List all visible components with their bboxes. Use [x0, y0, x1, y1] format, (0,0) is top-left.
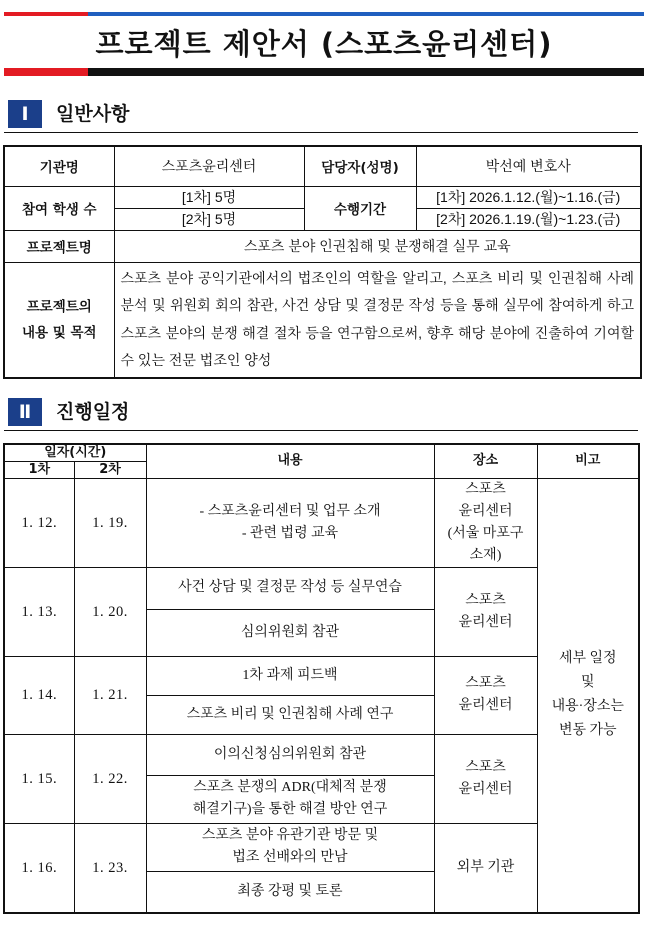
date-second: 1. 20. [74, 567, 146, 656]
activity-line: 스포츠 분야 유관기관 방문 및 [201, 828, 379, 843]
general-info-table [3, 145, 642, 379]
purpose-value: 스포츠 분야 공익기관에서의 법조인의 역할을 알리고, 스포츠 비리 및 인권침해 사례 분석 및 위원회 회의 참관, 사건 상담 및 결정문 작성 등을 통해 실무에 참여하게 하고 스포츠 분야의 분쟁 해결 절차 등을 연구함으로써, 향후 해당 분야에 진출하여 기여할 수 있는 전문 법조인 양성 [114, 262, 641, 378]
section-heading-general [4, 100, 638, 133]
note-line: 세부 일정 [558, 651, 617, 667]
place-line: 윤리센터 [458, 698, 513, 713]
header-place: 장소 [434, 444, 537, 478]
header-note: 비고 [537, 444, 639, 478]
students-second: [2차] 5명 [114, 208, 304, 230]
project-label: 프로젝트명 [4, 230, 114, 262]
note [537, 478, 639, 913]
header-second: 2차 [74, 461, 146, 478]
students-label: 참여 학생 수 [4, 186, 114, 230]
activity: 사건 상담 및 결정문 작성 등 실무연습 [146, 567, 434, 609]
purpose-label-line: 프로젝트의 [26, 298, 92, 315]
place-line: 윤리센터 [458, 614, 513, 630]
place-line: 스포츠 [465, 481, 506, 497]
period-label: 수행기간 [304, 186, 416, 230]
section-number: Ⅱ [8, 398, 42, 426]
date-second: 1. 23. [74, 823, 146, 913]
place [434, 734, 537, 823]
header-bottom-bar-black [88, 68, 644, 76]
header-date: 일자(시간) [4, 444, 146, 461]
date-first: 1. 14. [4, 656, 74, 734]
header-top-bar-blue [88, 12, 644, 16]
activity [146, 478, 434, 567]
date-first: 1. 16. [4, 823, 74, 913]
note-line: 변동 가능 [558, 723, 617, 739]
activity-line: 스포츠 분쟁의 ADR(대체적 분쟁 [193, 780, 387, 795]
activity: 최종 강평 및 토론 [146, 871, 434, 913]
activity [146, 775, 434, 823]
place-line: 윤리센터 [458, 781, 513, 797]
org-value: 스포츠윤리센터 [114, 146, 304, 186]
date-second: 1. 19. [74, 478, 146, 567]
project-value: 스포츠 분야 인권침해 및 분쟁해결 실무 교육 [114, 230, 641, 262]
place-line: 소재) [469, 547, 502, 563]
activity: 이의신청심의위원회 참관 [146, 734, 434, 775]
date-first: 1. 13. [4, 567, 74, 656]
activity-line: - 스포츠윤리센터 및 업무 소개 [199, 503, 381, 519]
header-bottom-bar [4, 68, 644, 76]
header-bottom-bar-red [4, 68, 88, 76]
section-number: Ⅰ [8, 100, 42, 128]
section-heading-schedule [4, 398, 638, 431]
header-first: 1차 [4, 461, 74, 478]
activity: 심의위원회 참관 [146, 609, 434, 656]
note-line: 내용·장소는 [551, 699, 624, 715]
header-top-bar-red [4, 12, 88, 16]
manager-label: 담당자(성명) [304, 146, 416, 186]
purpose-label [4, 262, 114, 378]
place-line: 스포츠 [465, 759, 506, 775]
manager-value: 박선예 변호사 [416, 146, 641, 186]
place-line: 스포츠 [465, 592, 506, 608]
header-content: 내용 [146, 444, 434, 478]
activity [146, 823, 434, 871]
org-label: 기관명 [4, 146, 114, 186]
date-first: 1. 15. [4, 734, 74, 823]
section-title: 일반사항 [56, 103, 130, 125]
date-second: 1. 22. [74, 734, 146, 823]
note-line: 및 [580, 675, 595, 691]
header-top-bar [4, 12, 644, 16]
place [434, 478, 537, 567]
purpose-label-line: 내용 및 목적 [21, 324, 97, 341]
period-second: [2차] 2026.1.19.(월)~1.23.(금) [416, 208, 641, 230]
date-first: 1. 12. [4, 478, 74, 567]
place [434, 567, 537, 656]
period-first: [1차] 2026.1.12.(월)~1.16.(금) [416, 186, 641, 208]
section-title: 진행일정 [56, 401, 130, 423]
place: 외부 기관 [434, 823, 537, 913]
activity-line: 해결기구)을 통한 해결 방안 연구 [192, 802, 388, 817]
place-line: (서울 마포구 [447, 525, 524, 541]
place-line: 스포츠 [465, 676, 506, 691]
page-title: 프로젝트 제안서 (스포츠윤리센터) [95, 27, 553, 61]
activity: 1차 과제 피드백 [146, 656, 434, 695]
date-second: 1. 21. [74, 656, 146, 734]
students-first: [1차] 5명 [114, 186, 304, 208]
activity-line: 법조 선배와의 만남 [232, 850, 348, 865]
place [434, 656, 537, 734]
schedule-table [3, 443, 640, 914]
place-line: 윤리센터 [458, 503, 513, 519]
activity-line: - 관련 법령 교육 [241, 525, 339, 541]
activity: 스포츠 비리 및 인권침해 사례 연구 [146, 695, 434, 734]
